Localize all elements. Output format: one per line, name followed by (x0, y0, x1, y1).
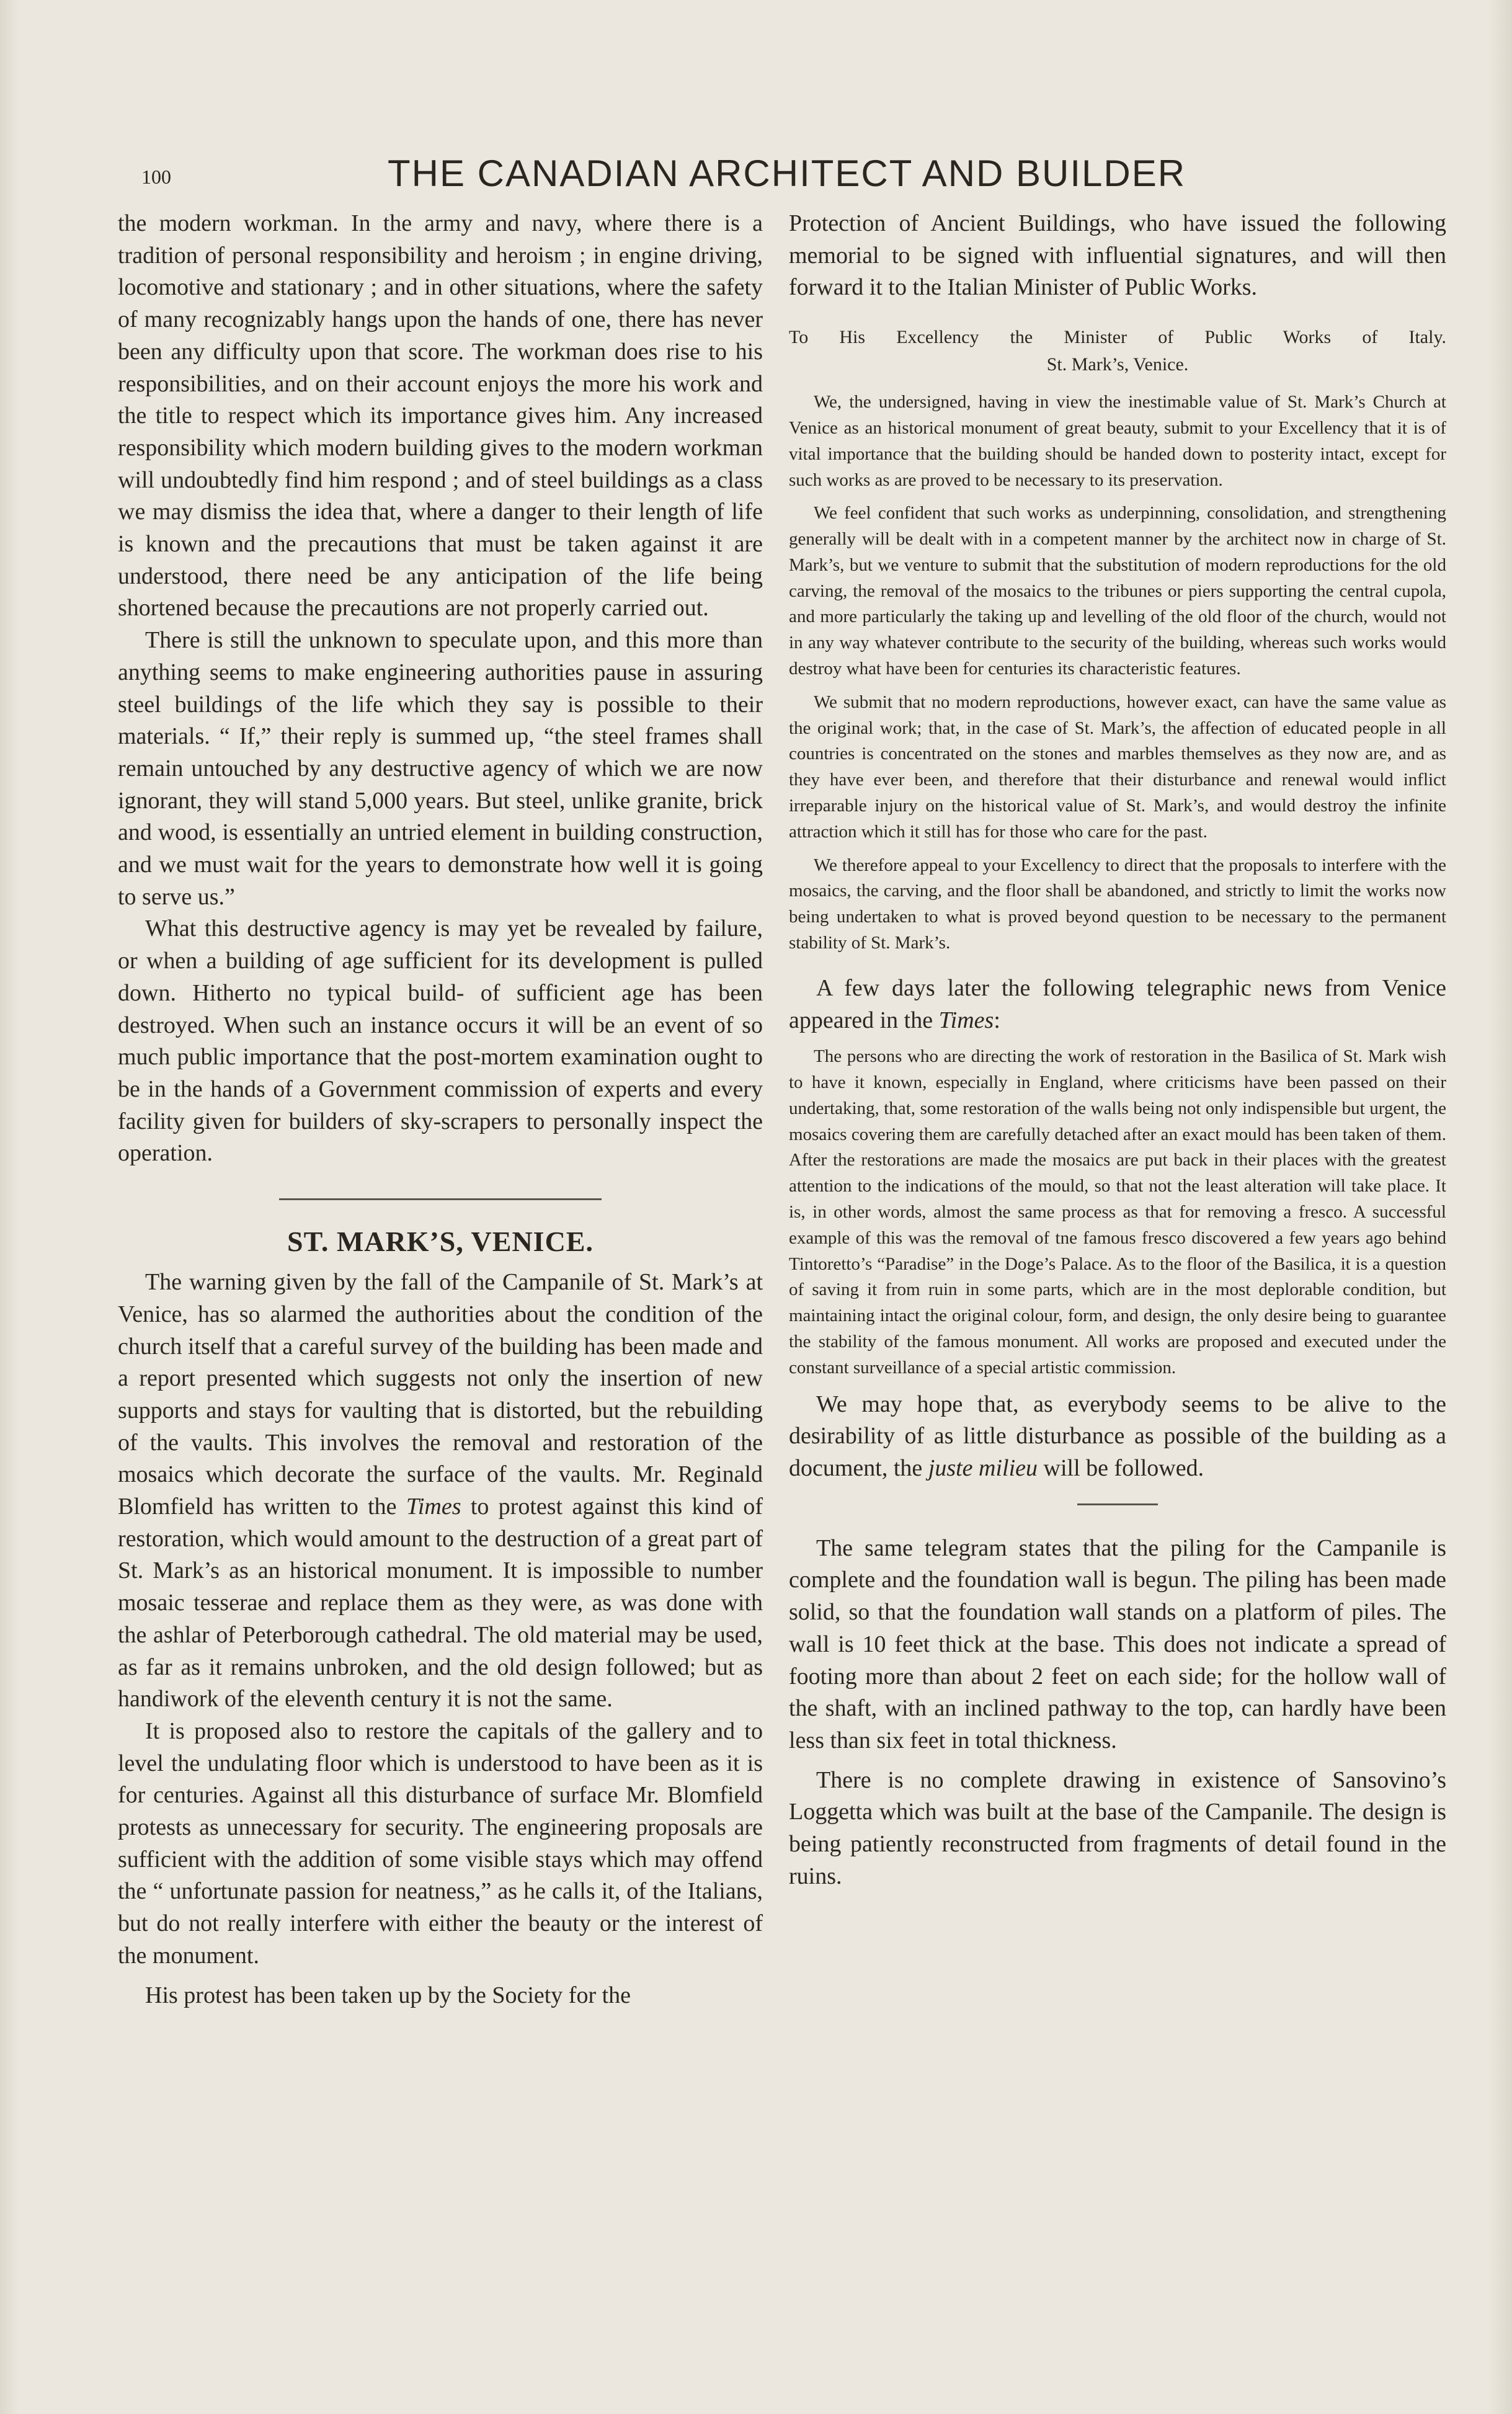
paragraph: There is still the unknown to speculate upon, and this more than anything seems to make engineering authorities pause in assuring steel buildings of the life which they say is possible to their materials. “ If,” their reply is summed up, “the steel frames shall remain untouched by any destructive agency of which we are now ignorant, they will stand 5,000 years. But steel, unlike granite, brick and wood, is essentially an untried element in building construction, and we must wait for the years to demonstrate how well it is going to serve us.” (118, 627, 763, 910)
memorial-paragraph: We, the undersigned, having in view the inestimable value of St. Mark’s Church at Venice as an historical monument of great beauty, submit to your Excellency that it is of vital importance that the building should be handed down to posterity intact, except for such works as are proved to be necessary to its preservation. (789, 392, 1446, 490)
paragraph (789, 973, 1446, 1036)
section-title: ST. MARK’S, VENICE. (287, 1226, 594, 1258)
page-header (130, 152, 1186, 202)
memorial-address (789, 324, 1446, 378)
left-column (118, 208, 763, 2011)
paragraph: His protest has been taken up by the Society for the (145, 1982, 631, 2008)
page-number: 100 (141, 166, 171, 188)
paragraph: There is no complete drawing in existence of Sansovino’s Loggetta which was built at the base of the Campanile. The design is being patiently reconstructed from fragments of detail found in the ruins. (789, 1766, 1446, 1889)
memorial-paragraph: We feel confident that such works as underpinning, consolidation, and strengthening generally will be dealt with in a competent manner by the architect now in charge of St. Mark’s, but we venture to submit that the substitution of modern reproductions for the old carving, the removal of the mosaics to the tribunes or piers supporting the central cupola, and more particularly the taking up and levelling of the old floor of the church, would not in any way whatever contribute to the security of the building, whereas such works would destroy what have been for centuries its characteristic features. (789, 503, 1446, 679)
paragraph: The same telegram states that the piling for the Campanile is complete and the foundation wall is begun. The piling has been made solid, so that the foundation wall stands on a platform of piles. The wall is 10 feet thick at the base. This does not indicate a spread of footing more than about 2 feet on each side; for the hollow wall of the shaft, with an inclined pathway to the top, can hardly have been less than six feet in total thickness. (789, 1534, 1446, 1753)
text-run: will be followed. (1038, 1455, 1204, 1482)
times-italic: Times (938, 1007, 994, 1033)
memorial-paragraph: We submit that no modern reproductions, however exact, can have the same value as the original work; that, in the case of St. Mark’s, the affection of educated people in all countries is concentrated on the stones and marbles themselves as they now are, and as they have ever been, and therefore that their disturbance and renewal would inflict irreparable injury on the historical value of St. Mark’s, and would destroy the infinite attraction which it still has for those who care for the past. (789, 692, 1446, 842)
section-divider (1077, 1503, 1158, 1505)
text-run: to protest against this kind of restoration, which would amount to the destruction of a great part of St. Mark’s as an historical monument. It is impossible to number mosaic tesserae and replace them as they were, as was done with the ashlar of Peterborough cathedral. The old material may be used, as far as it remains unbroken, and the old design followed; but as handiwork of the eleventh century it is not the same. (118, 1494, 763, 1713)
journal-title: THE CANADIAN ARCHITECT AND BUILDER (388, 153, 1186, 194)
paragraph (118, 1267, 763, 1716)
paragraph: Protection of Ancient Buildings, who have issued the following memorial to be signed with influential signatures, and will then forward it to the Italian Minister of Public Works. (789, 210, 1446, 301)
text-run: A few days later the following telegraphic news from Venice appeared in the (789, 974, 1446, 1033)
juste-milieu-italic: juste milieu (928, 1455, 1038, 1482)
paragraph: It is proposed also to restore the capitals of the gallery and to level the undulating floor which is understood to have been as it is for centuries. Against all this disturbance of surface Mr. Blomfield protests as unnecessary for security. The engineering proposals are sufficient with the addition of some visible stays which may offend the “ unfortunate passion for neatness,” as he calls it, of the Italians, but do not really interfere with either the beauty or the interest of the monument. (118, 1717, 763, 1969)
paragraph (789, 1389, 1446, 1485)
address-line: St. Mark’s, Venice. (1046, 354, 1189, 375)
section-divider (279, 1198, 602, 1200)
paragraph: the modern workman. In the army and navy, where there is a tradition of personal responsibility and heroism ; in engine driving, locomotive and stationary ; and in other situations, where the safety of many recognizably hangs upon the hands of one, there has never been any difficulty upon that score. The workman does rise to his responsibilities, and on their account enjoys the more his work and the title to respect which its importance gives him. Any increased responsibility which modern building gives to the modern workman will undoubtedly find him respond ; and of steel buildings as a class we may dismiss the idea that, where a danger to their length of life is known and the precautions that must be taken against it are understood, there need be any anticipation of the life being shortened because the precautions are not properly carried out. (118, 210, 763, 621)
telegram-paragraph: The persons who are directing the work of restoration in the Basilica of St. Mark wish to have it known, especially in England, where criticisms have been passed on their undertaking, that, some restoration of the walls being not only indispensible but urgent, the mosaics covering them are carefully detached after an exact mould has been taken of them. After the restorations are made the mosaics are put back in their places with the greatest attention to the indications of the mould, so that not the least alteration will take place. It is, in other words, almost the same process as that for removing a fresco. A successful example of this was the removal of tne famous fresco discovered a few years ago behind Tintoretto’s “Paradise” in the Doge’s Palace. As to the floor of the Basilica, it is a question of saving it from ruin in some parts, which are in the most deplorable condition, but maintaining intact the original colour, form, and design, the only desire being to guarantee the stability of the famous monument. All works are proposed and executed under the constant surveillance of a special artistic commission. (789, 1046, 1446, 1378)
telegram-text (789, 1044, 1446, 1381)
address-line: To His Excellency the Minister of Public Works of Italy. (789, 327, 1446, 348)
right-column (789, 208, 1446, 1892)
memorial-text (789, 390, 1446, 956)
text-run: We may hope that, as everybody seems to be alive to the desirability of as little disturbance as possible of the building as a document, the (789, 1391, 1446, 1482)
text-run: The warning given by the fall of the Campanile of St. Mark’s at Venice, has so alarmed the authorities about the condition of the church itself that a careful survey of the building has been made and a report presented which suggests not only the insertion of new supports and stays for vaulting that is distorted, but the rebuilding of the vaults. This involves the removal and restoration of the mosaics which decorate the surface of the vaults. Mr. Reginald Blomfield has written to the (118, 1269, 763, 1520)
text-run: : (994, 1007, 1000, 1033)
memorial-paragraph: We therefore appeal to your Excellency to direct that the proposals to interfere with the mosaics, the carving, and the floor shall be abandoned, and strictly to limit the works now being undertaken to what is proved beyond question to be necessary to the permanent stability of St. Mark’s. (789, 855, 1446, 953)
paragraph: What this destructive agency is may yet be revealed by failure, or when a building of age sufficient for its development is pulled down. Hitherto no typical build- of sufficient age has been destroyed. When such an instance occurs it will be an event of so much public importance that the post-mortem examination ought to be in the hands of a Government commission of experts and every facility given for builders of sky-scrapers to personally inspect the operation. (118, 915, 763, 1167)
times-italic: Times (406, 1494, 461, 1520)
